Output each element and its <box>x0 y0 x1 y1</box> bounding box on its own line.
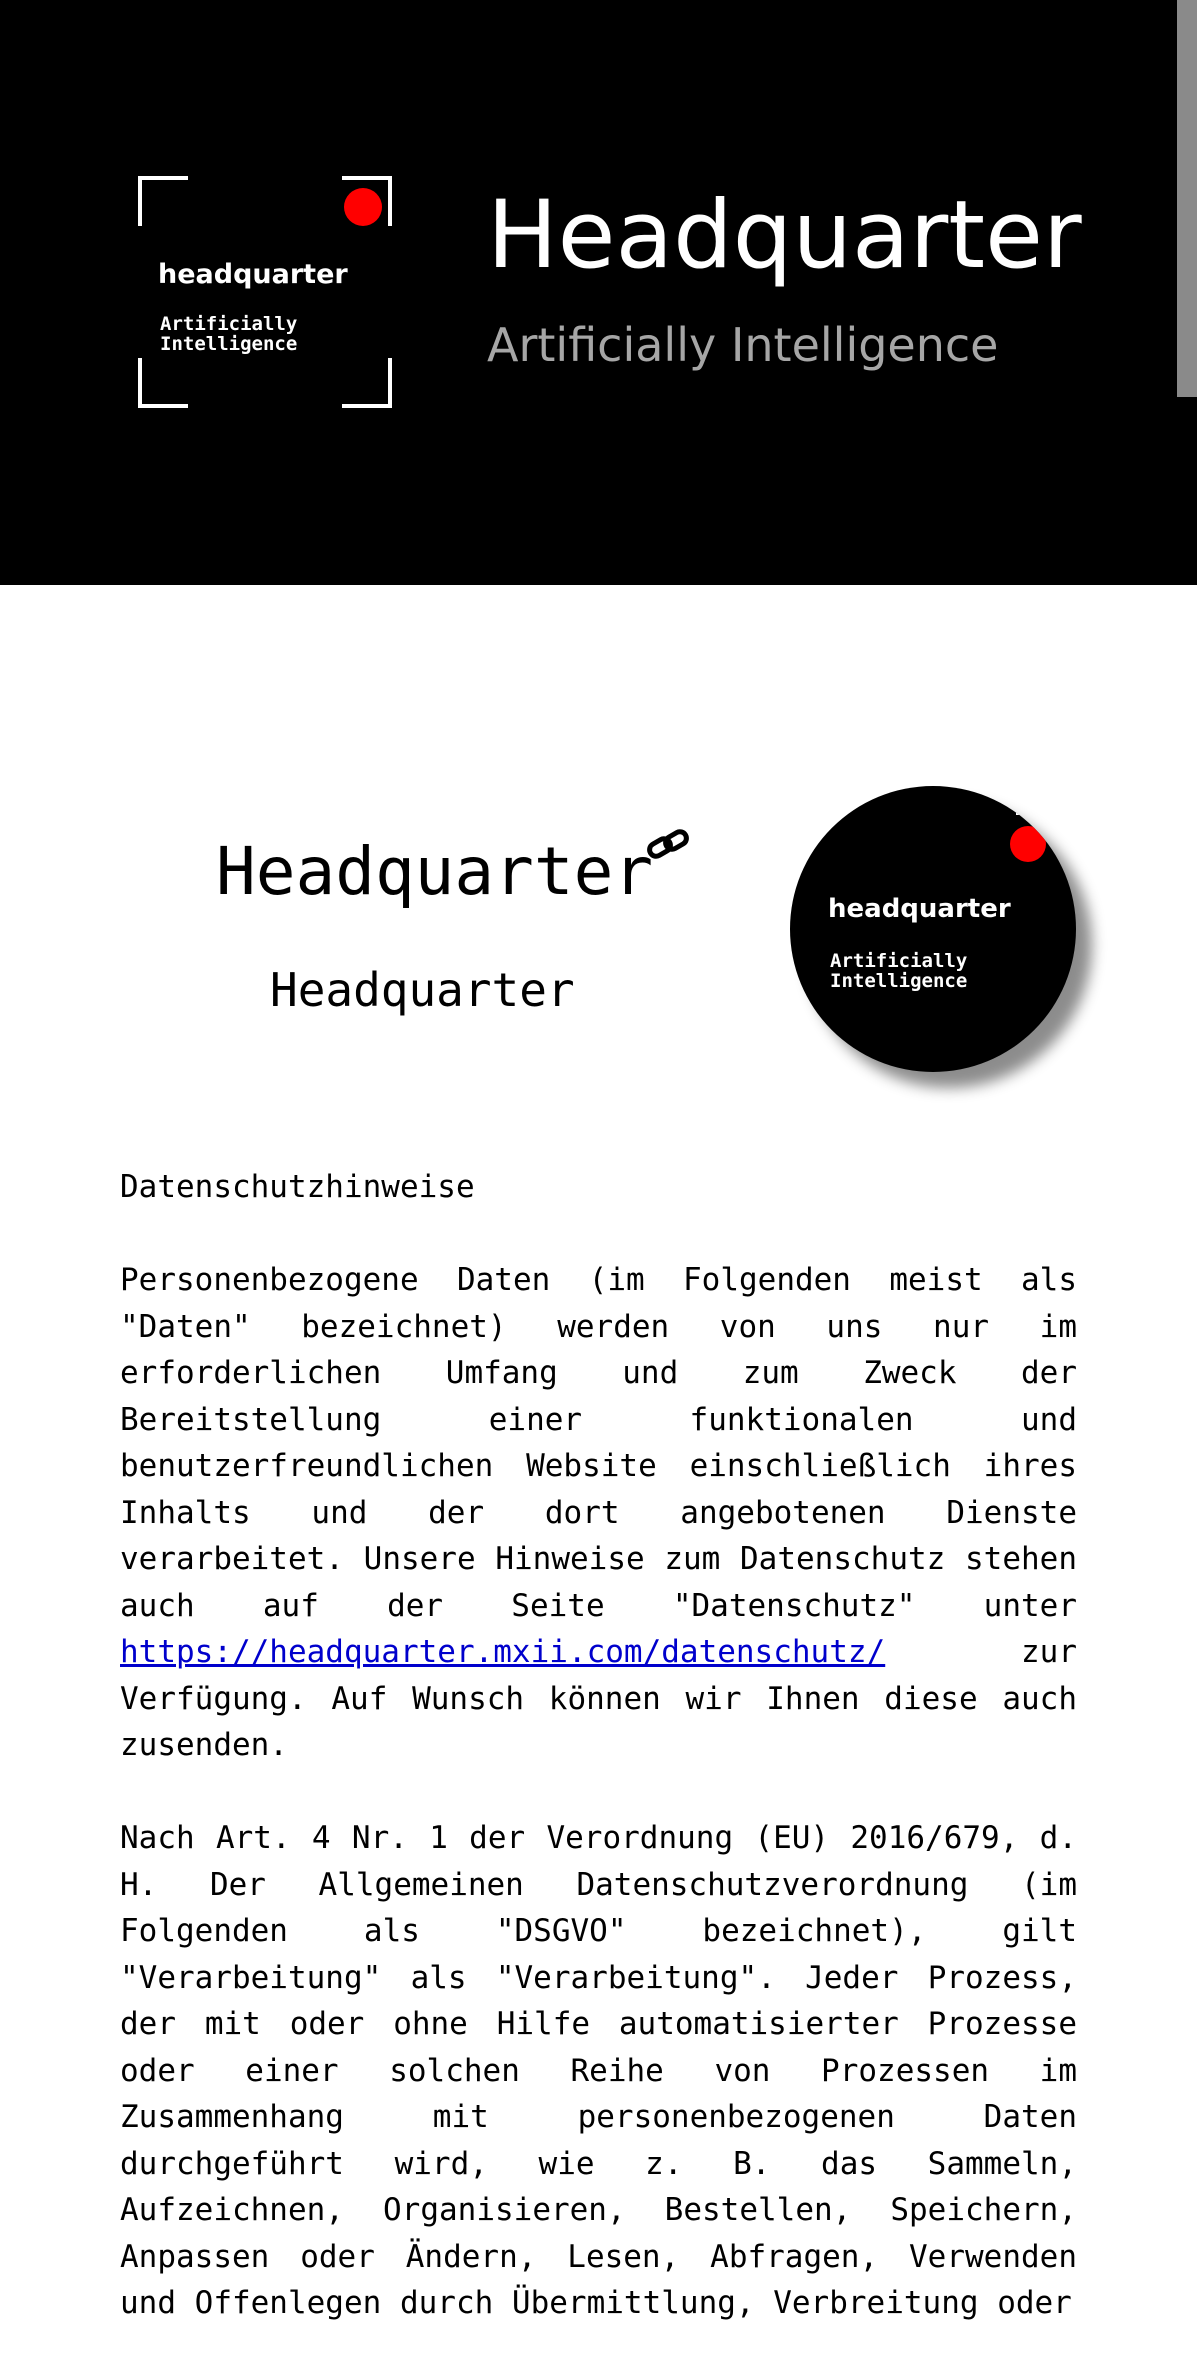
scrollbar-thumb[interactable] <box>1177 0 1197 397</box>
site-subtitle: Artificially Intelligence <box>487 318 999 372</box>
logo-tagline-line2: Intelligence <box>160 332 298 355</box>
privacy-link[interactable]: https://headquarter.mxii.com/datenschutz/ <box>120 1634 886 1670</box>
logo-tagline <box>830 952 967 992</box>
link-icon[interactable] <box>645 826 691 864</box>
section-subtitle: Headquarter <box>270 963 575 1017</box>
logo-corner <box>1026 1034 1051 1059</box>
privacy-paragraph-2: Nach Art. 4 Nr. 1 der Verordnung (EU) 2016/679, d. H. Der Allgemeinen Datenschutzverordnung (im Folgenden als "DSGVO" bezeichnet), gilt "Verarbeitung" als "Verarbeitung". Jeder Prozess, der mit oder ohne Hilfe automatisierter Prozesse oder einer solchen Reihe von Prozessen im Zusammenhang mit personenbezogenen Daten durchgeführt wird, wie z. B. das Sammeln, Aufzeichnen, Organisieren, Bestellen, Speichern, Anpassen oder Ändern, Lesen, Abfragen, Verwenden und Offenlegen durch Übermittlung, Verbreitung oder <box>120 1820 1077 2321</box>
privacy-paragraph-1 <box>120 1257 1077 1769</box>
circle-logo <box>790 786 1076 1072</box>
logo-corner <box>138 358 188 408</box>
section-title: Headquarter <box>216 833 654 910</box>
logo-wordmark: headquarter <box>828 894 1011 924</box>
privacy-content <box>120 1164 1077 2373</box>
logo-tagline <box>160 315 297 355</box>
header-logo[interactable] <box>138 176 392 408</box>
logo-red-dot <box>344 188 382 226</box>
paragraph-text: Personenbezogene Daten (im Folgenden meist als "Daten" bezeichnet) werden von uns nur im erforderlichen Umfang und zum Zweck der Bereitstellung einer funktionalen und benutzerfreundlichen Website einschließlich ihres Inhalts und der dort angebotenen Dienste verarbeitet. Unsere Hinweise zum Datenschutz stehen auch auf der Seite "Datenschutz" unter <box>120 1262 1077 1624</box>
logo-tagline-line1: Artificially <box>830 950 968 972</box>
logo-corner <box>810 1034 835 1059</box>
logo-corner <box>342 358 392 408</box>
site-header <box>0 0 1197 585</box>
logo-tagline-line2: Intelligence <box>830 969 968 992</box>
privacy-heading: Datenschutzhinweise <box>120 1169 475 1205</box>
logo-corner <box>138 176 188 226</box>
logo-red-dot <box>1010 826 1046 862</box>
logo-corner <box>810 812 832 837</box>
paragraph-text: zur Verfügung. Auf Wunsch können wir Ihnen diese auch zusenden. <box>120 1634 1077 1763</box>
logo-wordmark: headquarter <box>158 259 348 290</box>
site-title[interactable]: Headquarter <box>487 181 1082 290</box>
logo-tagline-line1: Artificially <box>160 313 298 335</box>
